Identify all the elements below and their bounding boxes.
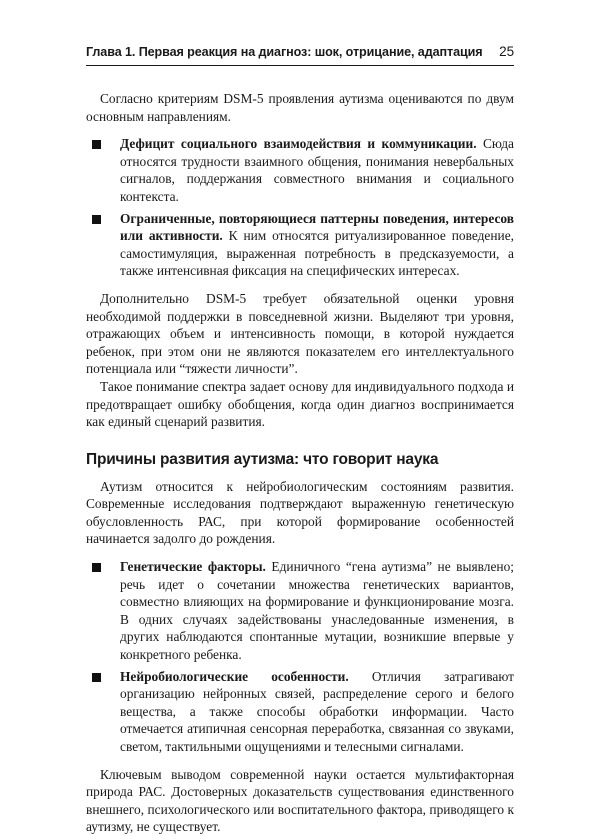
support-levels-paragraph: Дополнительно DSM-5 требует обязательной оценки уровня необходимой поддержки в повседневной жизни. Выделяют три уровня, отражающих объем и интенсивность помощи, в которой нуждается ребенок, при этом они не являются показателем его интеллектуального потенциала или “тяжести личности”. [86,290,514,377]
conclusion-paragraph: Ключевым выводом современной науки остается мультифакторная природа РАС. Достоверных доказательств существования единственного внешнего, психологического или воспитательного фактора, приводящего к аутизму, не существует. [86,766,514,835]
square-bullet-icon [92,140,101,149]
section-heading: Причины развития аутизма: что говорит наука [86,450,439,468]
causes-intro-paragraph: Аутизм относится к нейробиологическим состояниям развития. Современные исследования подтверждают выраженную генетическую обусловленность РАС, при которой формирование особенностей начинается задолго до рождения. [86,478,514,547]
list-item [86,210,514,280]
spectrum-paragraph: Такое понимание спектра задает основу для индивидуального подхода и предотвращает ошибку обобщения, когда один диагноз воспринимается как единый сценарий развития. [86,378,514,430]
dsm-criteria-list [86,135,514,280]
list-item-term: Дефицит социального взаимодействия и коммуникации. [120,136,477,152]
list-item-term: Нейробиологические особенности. [120,668,349,684]
chapter-title: Глава 1. Первая реакция на диагноз: шок, отрицание, адаптация [86,45,483,59]
list-item-term: Ограниченные, повторяющиеся паттерны поведения, интересов или активности. [120,210,514,244]
page-number: 25 [499,44,514,59]
list-item [86,558,514,664]
list-item-text: Единичного “гена аутизма” не выявлено; речь идет о сочетании множества генетических вариантов, совместно влияющих на формирование и функционирование мозга. В одних случаях задействованы унаследованные изменения, в других наблюдаются спонтанные мутации, возникшие впервые у конкретного ребенка. [120,559,514,663]
running-header [86,44,514,66]
list-item-term: Генетические факторы. [120,559,266,575]
square-bullet-icon [92,563,101,572]
list-item-text: Отличия затрагивают организацию нейронных связей, распределение серого и белого вещества, а также способы обработки информации. Часто отмечается атипичная сенсорная переработка, связанная со звуками, светом, тактильными ощущениями и телесными сигналами. [120,668,514,754]
list-item [86,135,514,205]
square-bullet-icon [92,673,101,682]
causes-list [86,558,514,756]
list-item-text: Сюда относятся трудности взаимного общения, понимания невербальных сигналов, поддержания совместного внимания и социального контекста. [120,136,514,204]
intro-paragraph: Согласно критериям DSM-5 проявления аутизма оцениваются по двум основным направлениям. [86,91,514,124]
book-page [86,44,514,836]
list-item [86,668,514,756]
list-item-text: К ним относятся ритуализированное поведение, самостимуляция, выраженная потребность в предсказуемости, а также интенсивная фиксация на специфических интересах. [120,228,514,279]
square-bullet-icon [92,215,101,224]
